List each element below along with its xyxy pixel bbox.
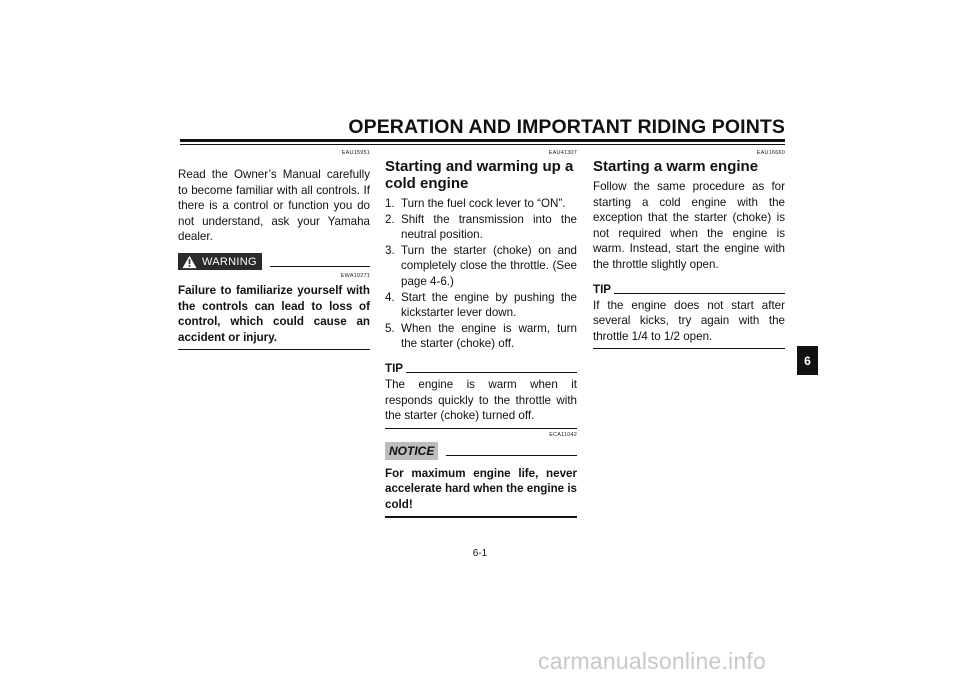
header-rule-thin [180, 144, 785, 145]
tip-text: If the engine does not start after several kicks, try again with the throttle 1/4 to 1/2 open. [593, 298, 785, 343]
column-middle [385, 150, 577, 518]
warning-rule [270, 266, 370, 267]
tip-end-rule [593, 348, 785, 349]
section-code: EAU16660 [756, 150, 785, 156]
list-item: 1. Turn the fuel cock lever to “ON”. [385, 197, 566, 210]
warning-header [178, 253, 370, 271]
notice-rule [446, 455, 577, 456]
notice-header [385, 441, 577, 461]
list-item: 2. Shift the transmission into the neutral position. [385, 212, 577, 242]
tip-rule [406, 372, 577, 373]
warning-triangle-icon [182, 255, 197, 269]
tip-label: TIP [593, 282, 612, 296]
column-right [593, 150, 785, 349]
notice-code: ECA11042 [549, 431, 577, 438]
section-code: EAU41307 [548, 150, 577, 156]
section-code: EAU15951 [341, 150, 370, 156]
warning-badge [178, 253, 262, 270]
section-heading: Starting and warming up a cold engine [385, 158, 574, 192]
tip-end-rule [385, 428, 577, 429]
watermark: carmanualsonline.info [538, 648, 766, 674]
page-number: 6-1 [472, 548, 488, 559]
warning-label: WARNING [202, 255, 257, 268]
intro-paragraph: Read the Owner’s Manual carefully to become familiar with all controls. If there is a control or function you do not understand, ask your Yamaha dealer. [178, 168, 370, 244]
tip-rule [614, 293, 785, 294]
warning-text: Failure to familiarize yourself with the controls can lead to loss of control, which could cause an accident or injury. [178, 283, 370, 344]
section-body: Follow the same procedure as for starting a cold engine with the exception that the starter (choke) is not required when the engine is warm. Instead, start the engine with the throttle slightly open. [593, 180, 785, 271]
notice-text: For maximum engine life, never accelerate hard when the engine is cold! [385, 466, 578, 511]
notice-end-rule [385, 516, 577, 518]
column-left [178, 150, 370, 350]
chapter-tab: 6 [797, 346, 818, 375]
section-heading: Starting a warm engine [593, 158, 759, 175]
warning-code: EWA10271 [340, 272, 370, 279]
list-item: 5. When the engine is warm, turn the starter (choke) off. [385, 321, 577, 351]
header-rule-thick [180, 139, 785, 142]
tip-header [385, 362, 577, 375]
page-title: OPERATION AND IMPORTANT RIDING POINTS [348, 116, 785, 138]
tip-header [593, 283, 785, 296]
list-item: 3. Turn the starter (choke) on and completely close the throttle. (See page 4-6.) [385, 243, 577, 288]
steps-list [385, 196, 577, 352]
tip-text: The engine is warm when it responds quickly to the throttle with the starter (choke) turned off. [385, 377, 577, 423]
notice-badge: NOTICE [385, 442, 438, 460]
warning-end-rule [178, 349, 370, 350]
list-item: 4. Start the engine by pushing the kickstarter lever down. [385, 290, 577, 320]
tip-label: TIP [385, 361, 404, 375]
